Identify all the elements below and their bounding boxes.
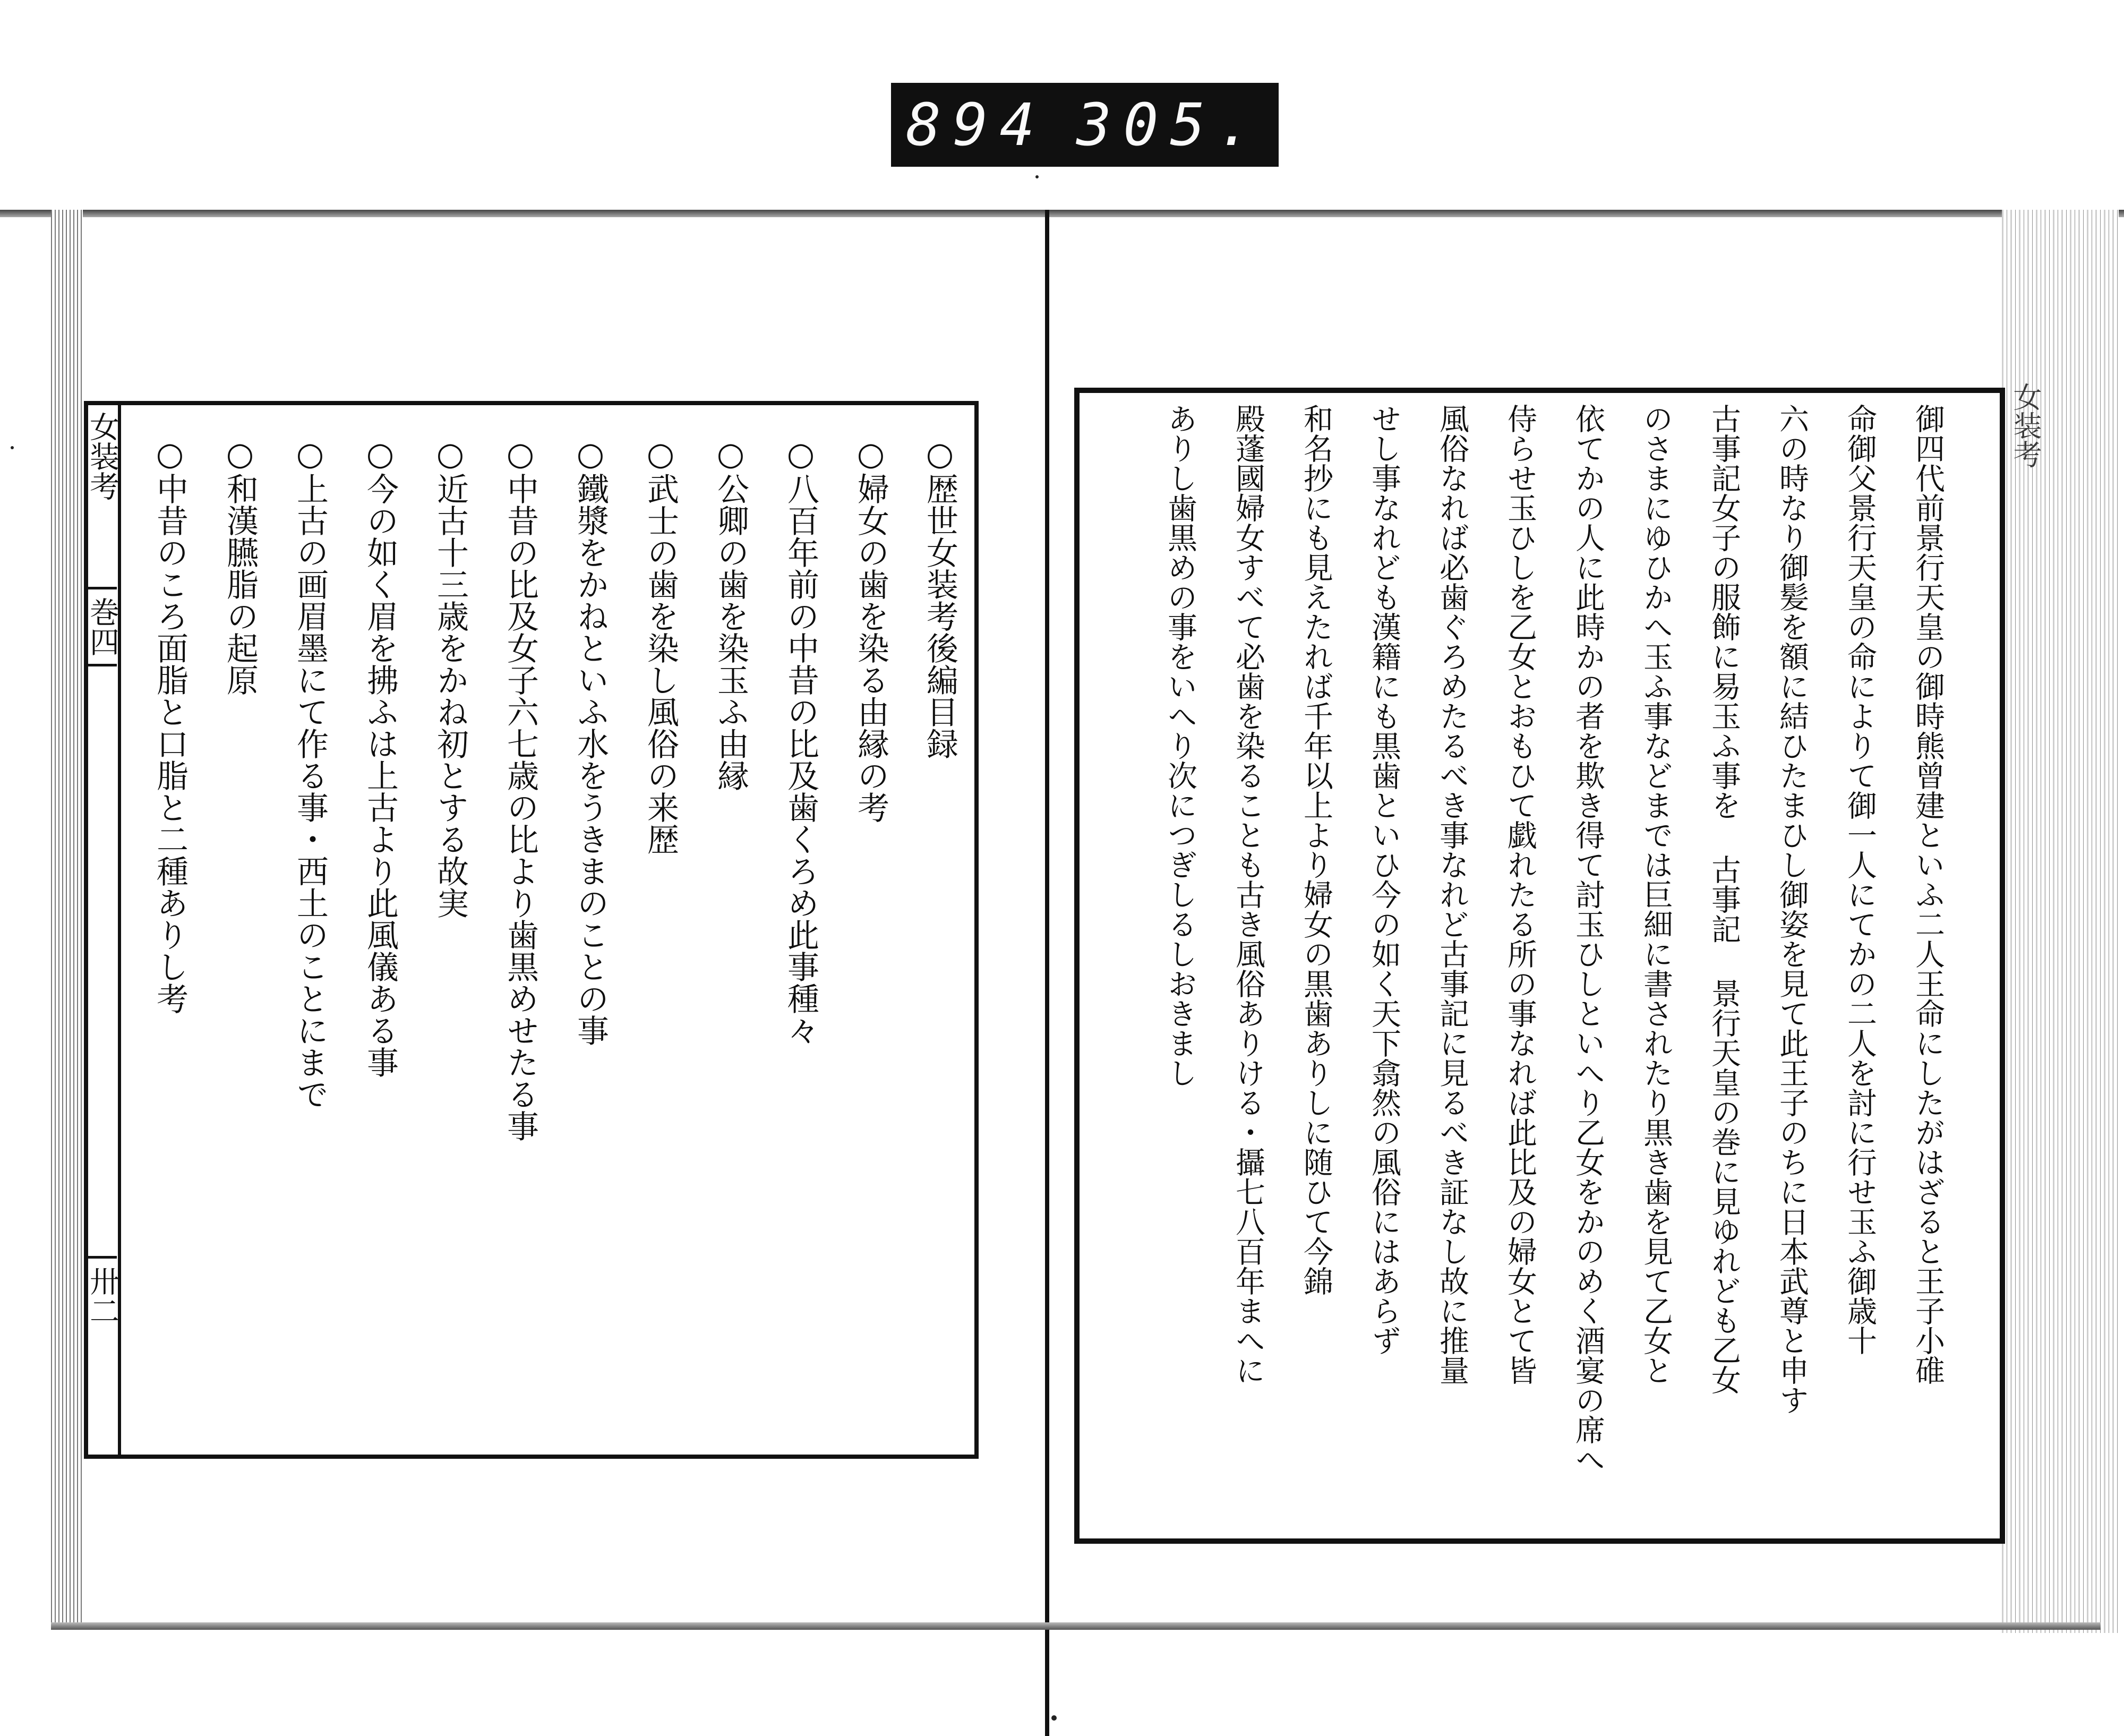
right-column: 風俗なれば必歯ぐろめたるべき事なれど古事記に見るべき証なし故に推量 (1435, 404, 1469, 1385)
catalog-number-right: 305. (1076, 91, 1264, 159)
book-bottom-edge (51, 1622, 2101, 1630)
scan-speck (1035, 175, 1039, 178)
left-column: ○婦女の歯を染る由縁の考 (852, 435, 889, 823)
catalog-number-left: 894 (906, 91, 1047, 159)
left-heading: ○歴世女装考後編目録 (921, 435, 958, 759)
left-column: ○鐵漿をかねといふ水をうきまのことの事 (572, 435, 609, 1046)
scan-speck (1051, 1715, 1057, 1721)
right-column: 古事記女子の服飾に易玉ふ事を 古事記 景行天皇の巻に見ゆれども乙女 (1707, 404, 1741, 1395)
left-page-edges (51, 210, 83, 1628)
left-column: ○和漢臙脂の起原 (221, 435, 259, 696)
right-column: 依てかの人に此時かの者を欺き得て討玉ひしといへり乙女をかのめく酒宴の席へ (1571, 404, 1605, 1474)
gutter-title: 女装考 (85, 412, 119, 501)
right-gutter-mark: 女装考 (2009, 382, 2042, 468)
left-column: ○中昔の比及女子六七歳の比より歯黒めせたる事 (502, 435, 539, 1142)
left-column: ○公卿の歯を染玉ふ由縁 (712, 435, 749, 791)
right-column: せし事なれども漢籍にも黒歯といひ今の如く天下翕然の風俗にはあらず (1367, 404, 1401, 1355)
right-column: 殿蓬國婦女すべて必歯を染ることも古き風俗ありける・攝七八百年まへに (1231, 404, 1265, 1385)
left-column: ○中昔のころ面脂と口脂と二種ありし考 (151, 435, 189, 1014)
left-column: ○武士の歯を染し風俗の来歴 (642, 435, 679, 855)
right-column: ありし歯黒めの事をいへり次につぎしるしおきまし (1163, 404, 1197, 1088)
right-column: のさまにゆひかへ玉ふ事などまでは巨細に書されたり黒き歯を見て乙女と (1639, 404, 1673, 1385)
right-column: 和名抄にも見えたれば千年以上より婦女の黒歯ありしに随ひて今錦 (1299, 404, 1333, 1296)
right-page-gutter (2005, 382, 2042, 616)
left-column: ○近古十三歳をかね初とする故実 (432, 435, 469, 919)
left-column: ○八百年前の中昔の比及歯くろめ此事種々 (782, 435, 819, 1046)
right-column: 命御父景行天皇の命によりて御一人にてかの二人を討に行せ玉ふ御歳十 (1843, 404, 1877, 1355)
right-column: 侍らせ玉ひしを乙女とおもひて戯れたる所の事なれば此比及の婦女とて皆 (1503, 404, 1537, 1385)
right-column: 御四代前景行天皇の御時熊曾建といふ二人王命にしたがはざると王子小碓 (1911, 404, 1945, 1385)
catalog-label (891, 83, 1279, 167)
book-spine (1045, 210, 1049, 1736)
right-column: 六の時なり御髪を額に結ひたまひし御姿を見て此王子のちに日本武尊と申す (1775, 404, 1809, 1415)
book-top-edge (0, 210, 2124, 217)
scan-speck (11, 446, 14, 449)
left-column: ○今の如く眉を拂ふは上古より此風儀ある事 (362, 435, 399, 1078)
left-column: ○上古の画眉墨にて作る事・西土のことにまで (292, 435, 329, 1110)
gutter-volume: 巻四 (87, 587, 117, 666)
left-page-gutter (84, 401, 121, 1459)
gutter-page-number: 卅二 (87, 1256, 117, 1325)
